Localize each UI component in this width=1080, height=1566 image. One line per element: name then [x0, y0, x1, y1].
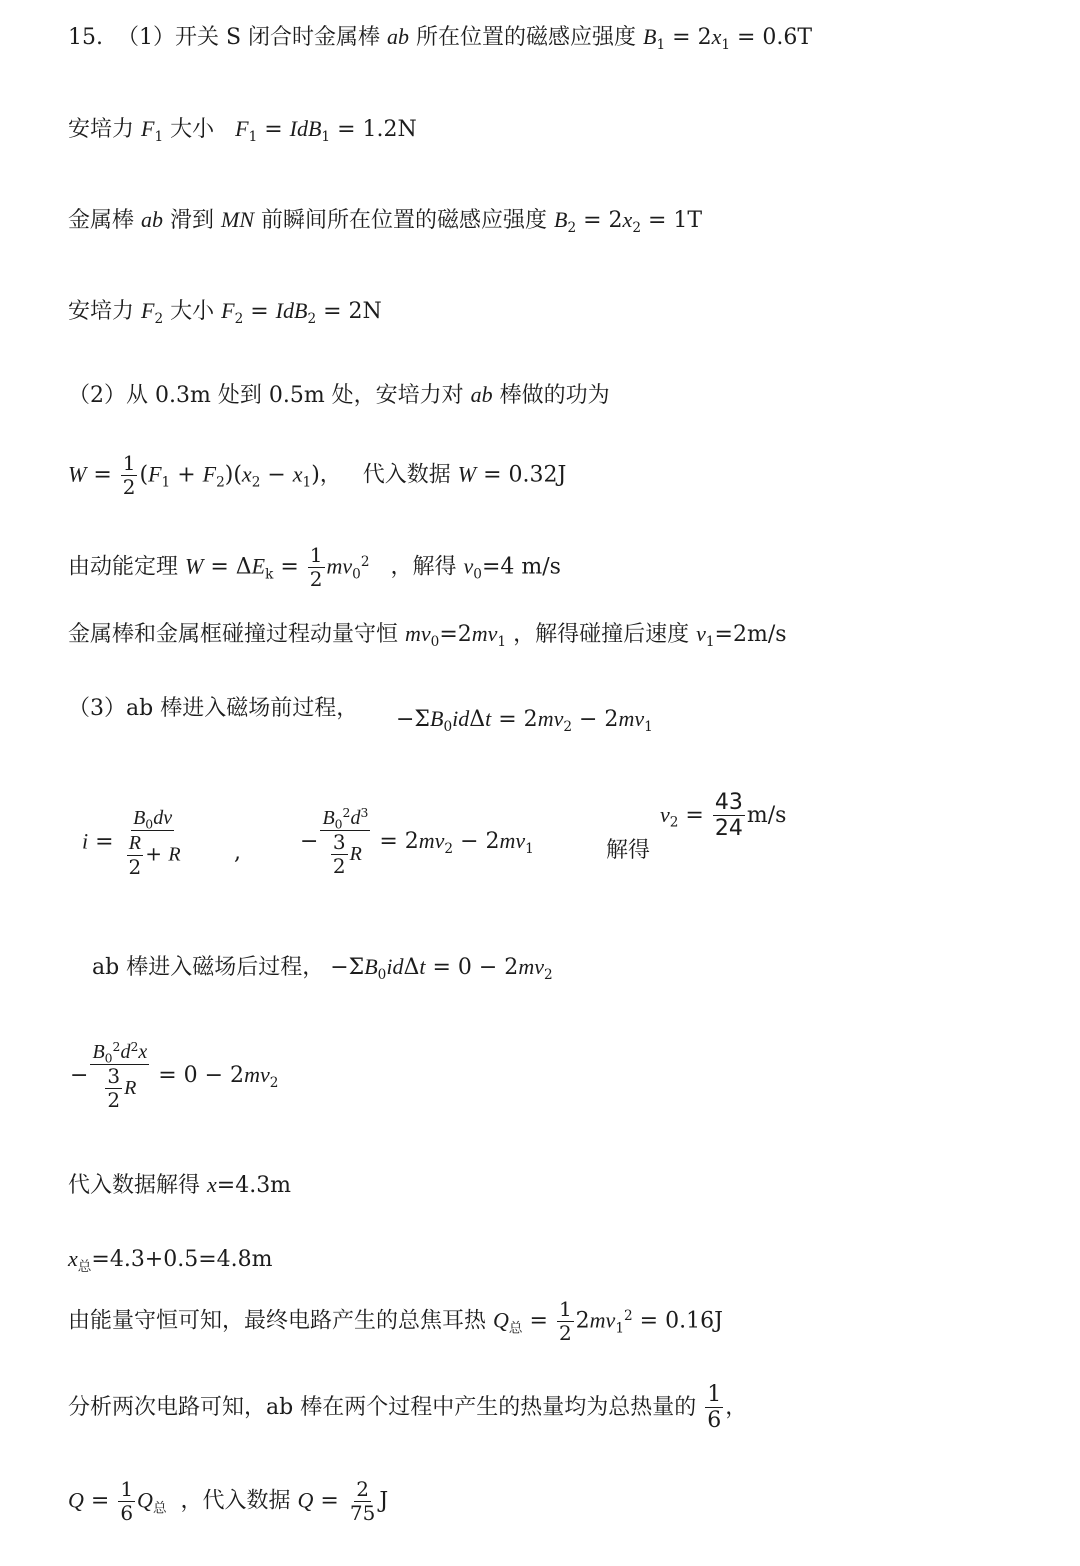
part3-line5: 代入数据解得 x=4.3m: [68, 1172, 292, 1198]
part3-line4: − $B_0^2d^2x$ $\frac{3}{2}$ R = $0 - 2mv_2$: [70, 1039, 279, 1112]
part3-line2-current: i = $B_0dv$ $\frac{R}{2}$ + R: [82, 807, 181, 879]
part2-line2: W = $\frac{1}{2}$ $(F_1 + F_2)(x_2 - x_1)$， 代入数据 W = 0.32J: [68, 451, 567, 499]
part1-line2: 安培力 $F_1$ 大小 $F_1 = IdB_1 = 1.2N$: [68, 116, 417, 145]
part3-line8: 分析两次电路可知，ab 棒在两个过程中产生的热量均为总热量的 $\frac{1}{6}$ ，: [68, 1382, 748, 1434]
part3-line7: 由能量守恒可知，最终电路产生的总焦耳热 $Q_总$ = $\frac{1}{2}$ $2mv_1^2 = 0.16J$: [68, 1297, 723, 1345]
part1-line3: 金属棒 ab 滑到 MN 前瞬间所在位置的磁感应强度 $B_2 = 2x_2 = 1T$: [68, 207, 703, 236]
part2-line3: 由动能定理 $W = \Delta E_k$ = $\frac{1}{2}$ $mv_0^2$ ，解得 $v_0=4$ m/s: [68, 543, 561, 591]
part3-line2-solve: 解得: [606, 838, 651, 863]
part3-line6: $x_总=4.3+0.5=4.8m$: [68, 1246, 273, 1275]
part3-line2-comma: ,: [234, 840, 241, 865]
part2-line1: （2）从 0.3m 处到 0.5m 处，安培力对 ab 棒做的功为: [68, 382, 610, 408]
part3-line1-eq: $-\Sigma B_0id\Delta t = 2mv_2 - 2mv_1$: [396, 706, 653, 735]
part3-line1: （3）ab 棒进入磁场前过程，: [68, 696, 359, 721]
part1-line4: 安培力 $F_2$ 大小 $F_2 = IdB_2 = 2N$: [68, 298, 382, 327]
part3-line2-v2: $v_2$ = $\frac{43}{24}$ m/s: [660, 790, 787, 842]
part2-line4: 金属棒和金属框碰撞过程动量守恒 $mv_0=2mv_1$ ，解得碰撞后速度 $v_1=2m/s$: [68, 621, 787, 650]
part3-line2-eq: − $B_0^2d^3$ $\frac{3}{2}$ R = $2mv_2 - 2mv_1$: [300, 805, 534, 878]
part3-line9: Q = $\frac{1}{6}$ $Q_总$ ，代入数据 Q = $\frac{2}{75}$ J: [68, 1477, 389, 1525]
part1-line1: 15. （1）开关 S 闭合时金属棒 ab 所在位置的磁感应强度 $B_1 = 2x_1 = 0.6T$: [68, 24, 813, 53]
part3-line3: ab 棒进入磁场后过程， $-\Sigma B_0id\Delta t = 0 - 2mv_2$: [92, 954, 553, 983]
